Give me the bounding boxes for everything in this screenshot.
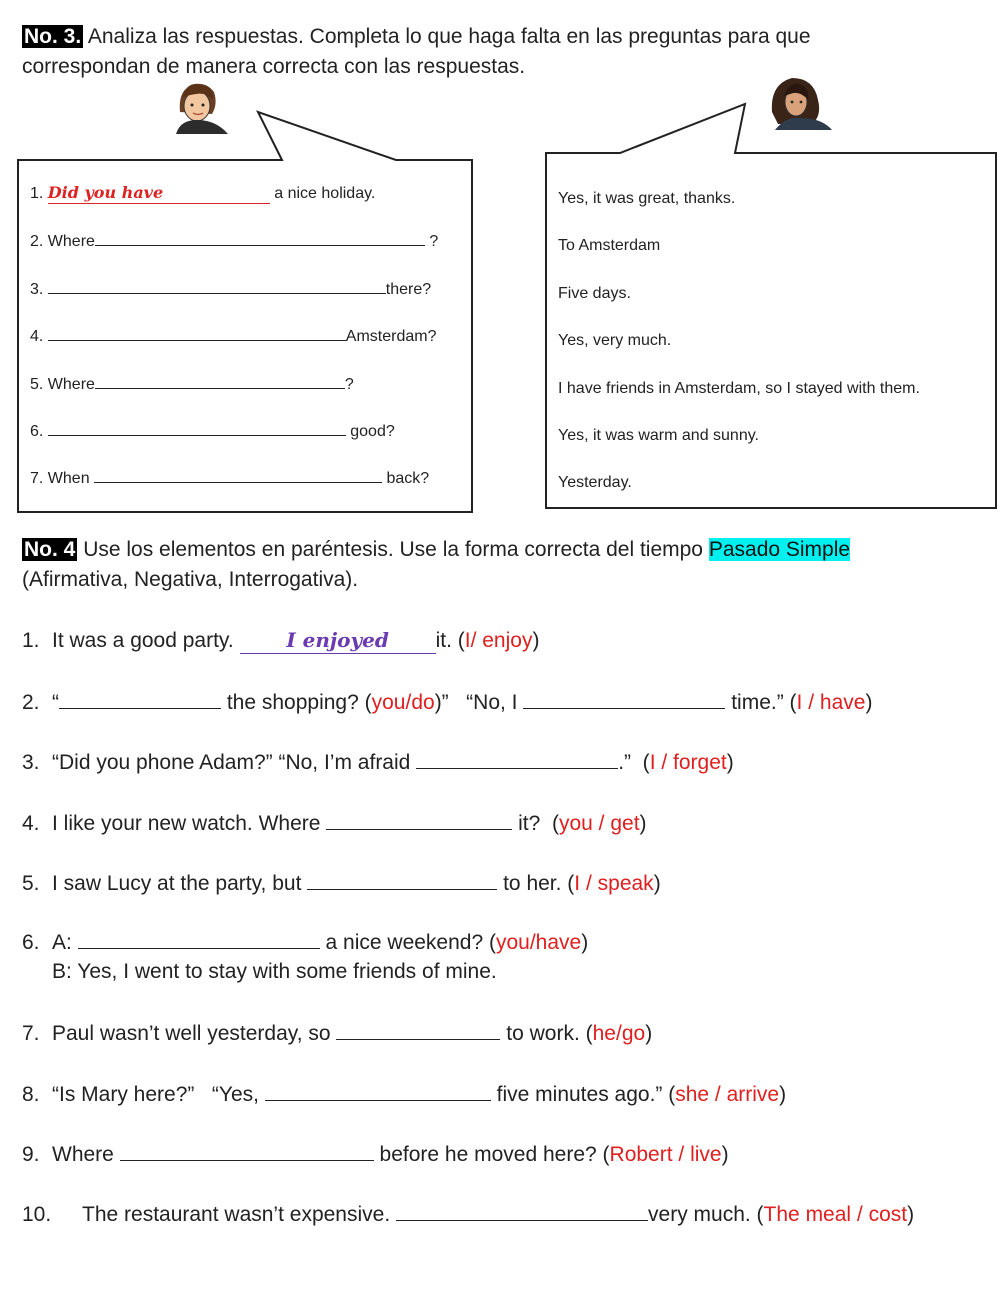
question-3-blank[interactable] [48,279,386,294]
question-7: 7. When back? [30,470,430,487]
question-3: 3. there? [30,281,432,298]
response-3: Five days. [558,285,631,302]
exercise-2-blank-2[interactable] [523,690,725,709]
response-7: Yesterday. [558,474,632,491]
response-2: To Amsterdam [558,237,661,254]
left-speech-bubble [18,112,472,512]
exercise-3-blank[interactable] [416,750,618,769]
exercise-4-blank[interactable] [326,811,512,830]
question-2-blank[interactable] [95,231,425,246]
response-6: Yes, it was warm and sunny. [558,427,759,444]
exercise-8: 8. “Is Mary here?” “Yes, five minutes ago.” (she / arrive) [22,1083,787,1106]
exercise-1-answer[interactable]: I enjoyed [240,628,436,654]
question-7-blank[interactable] [94,468,382,483]
exercise-10-blank[interactable] [396,1202,648,1221]
tense-highlight: Pasado Simple [708,538,851,561]
girl-avatar-icon [772,78,832,130]
section3-instruction-text: Analiza las respuestas. Completa lo que haga falta en las preguntas para que [87,25,811,48]
question-2: 2. Where ? [30,233,439,250]
exercise-7: 7. Paul wasn’t well yesterday, so to work. (he/go) [22,1022,653,1045]
speech-bubbles [0,0,1000,520]
question-5-blank[interactable] [95,374,345,389]
section3-instruction-line2: correspondan de manera correcta con las respuestas. [22,55,526,78]
question-1: 1. Did you have a nice holiday. [30,183,376,202]
right-speech-bubble [546,104,996,508]
exercise-10: 10. The restaurant wasn’t expensive. very much. (The meal / cost) [22,1203,915,1226]
section4-tag: No. 4 [24,538,76,561]
exercise-6-blank[interactable] [78,930,320,949]
question-1-answer[interactable]: Did you have [48,183,270,204]
question-6: 6. good? [30,423,395,440]
exercise-2: 2. “ the shopping? (you/do)” “No, I time.” (I / have) [22,691,873,714]
response-5: I have friends in Amsterdam, so I stayed with them. [558,380,920,397]
section4-instruction-line1: No. 4 Use los elementos en paréntesis. Use la forma correcta del tiempo Pasado Simple [24,538,851,561]
exercise-9-blank[interactable] [120,1142,374,1161]
exercise-8-blank[interactable] [265,1082,491,1101]
exercise-9: 9. Where before he moved here? (Robert / live) [22,1143,729,1166]
exercise-7-blank[interactable] [336,1021,500,1040]
exercise-1: 1. It was a good party. I enjoyed it. (I/ enjoy) [22,628,540,652]
exercise-4: 4. I like your new watch. Where it? (you / get) [22,812,647,835]
response-1: Yes, it was great, thanks. [558,190,736,207]
section4-instruction-line2: (Afirmativa, Negativa, Interrogativa). [22,568,359,591]
exercise-5: 5. I saw Lucy at the party, but to her. (I / speak) [22,872,661,895]
section3-tag: No. 3. [24,25,82,48]
question-5: 5. Where ? [30,376,354,393]
question-4-blank[interactable] [48,326,346,341]
exercise-3: 3. “Did you phone Adam?” “No, I’m afraid .” (I / forget) [22,751,734,774]
exercise-6-line2: B: Yes, I went to stay with some friends of mine. [52,960,497,983]
exercise-6: 6. A: a nice weekend? (you/have) [22,931,589,954]
question-4: 4. Amsterdam? [30,328,437,345]
boy-avatar-icon [176,84,228,134]
question-6-blank[interactable] [48,421,346,436]
exercise-2-blank-1[interactable] [59,690,221,709]
response-4: Yes, very much. [558,332,672,349]
exercise-5-blank[interactable] [307,871,497,890]
